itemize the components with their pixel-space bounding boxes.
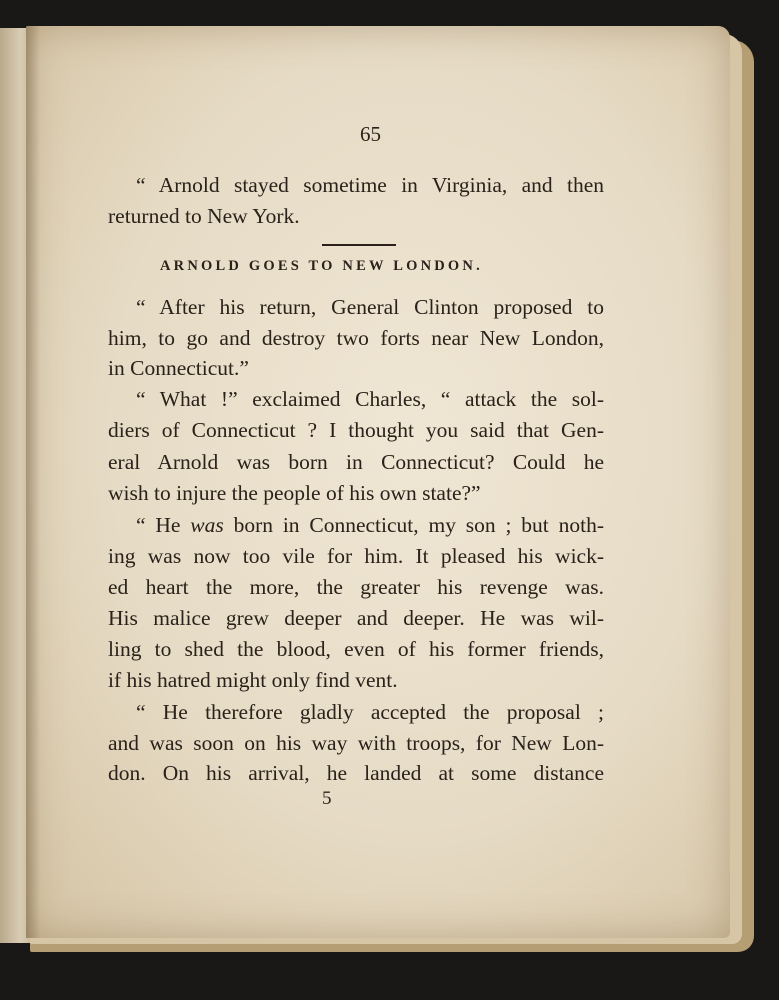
section-rule (322, 244, 396, 246)
text-line: eral Arnold was born in Connecticut? Could he (108, 450, 604, 474)
text-line: “ He therefore gladly accepted the proposal ; (136, 700, 604, 724)
text-line: don. On his arrival, he landed at some distance (108, 761, 604, 785)
text-line: ing was now too vile for him. It pleased his wick- (108, 544, 604, 568)
text-line: him, to go and destroy two forts near New London, (108, 326, 604, 350)
text-line: “ What !” exclaimed Charles, “ attack the sol- (136, 387, 604, 411)
italic-emphasis: was (190, 513, 224, 537)
text-line: His malice grew deeper and deeper. He was wil- (108, 606, 604, 630)
text-line: in Connecticut.” (108, 356, 249, 380)
text-line: “ After his return, General Clinton proposed to (136, 295, 604, 319)
text-line: ling to shed the blood, even of his former friends, (108, 637, 604, 661)
text-line: diers of Connecticut ? I thought you said that Gen- (108, 418, 604, 442)
text-line: “ Arnold stayed sometime in Virginia, and then (136, 173, 604, 197)
section-heading: ARNOLD GOES TO NEW LONDON. (160, 258, 483, 274)
text-line: returned to New York. (108, 204, 300, 228)
text-run: born in Connecticut, my son ; but noth- (223, 513, 604, 537)
text-line-mixed (136, 510, 604, 540)
page-number: 65 (360, 122, 381, 146)
page-gutter (26, 26, 40, 938)
text-run: “ He (136, 513, 191, 537)
signature-mark: 5 (322, 788, 332, 809)
text-line: ed heart the more, the greater his revenge was. (108, 575, 604, 599)
text-line: wish to injure the people of his own state?” (108, 481, 481, 505)
text-line: and was soon on his way with troops, for New Lon- (108, 731, 604, 755)
text-line: if his hatred might only find vent. (108, 668, 398, 692)
